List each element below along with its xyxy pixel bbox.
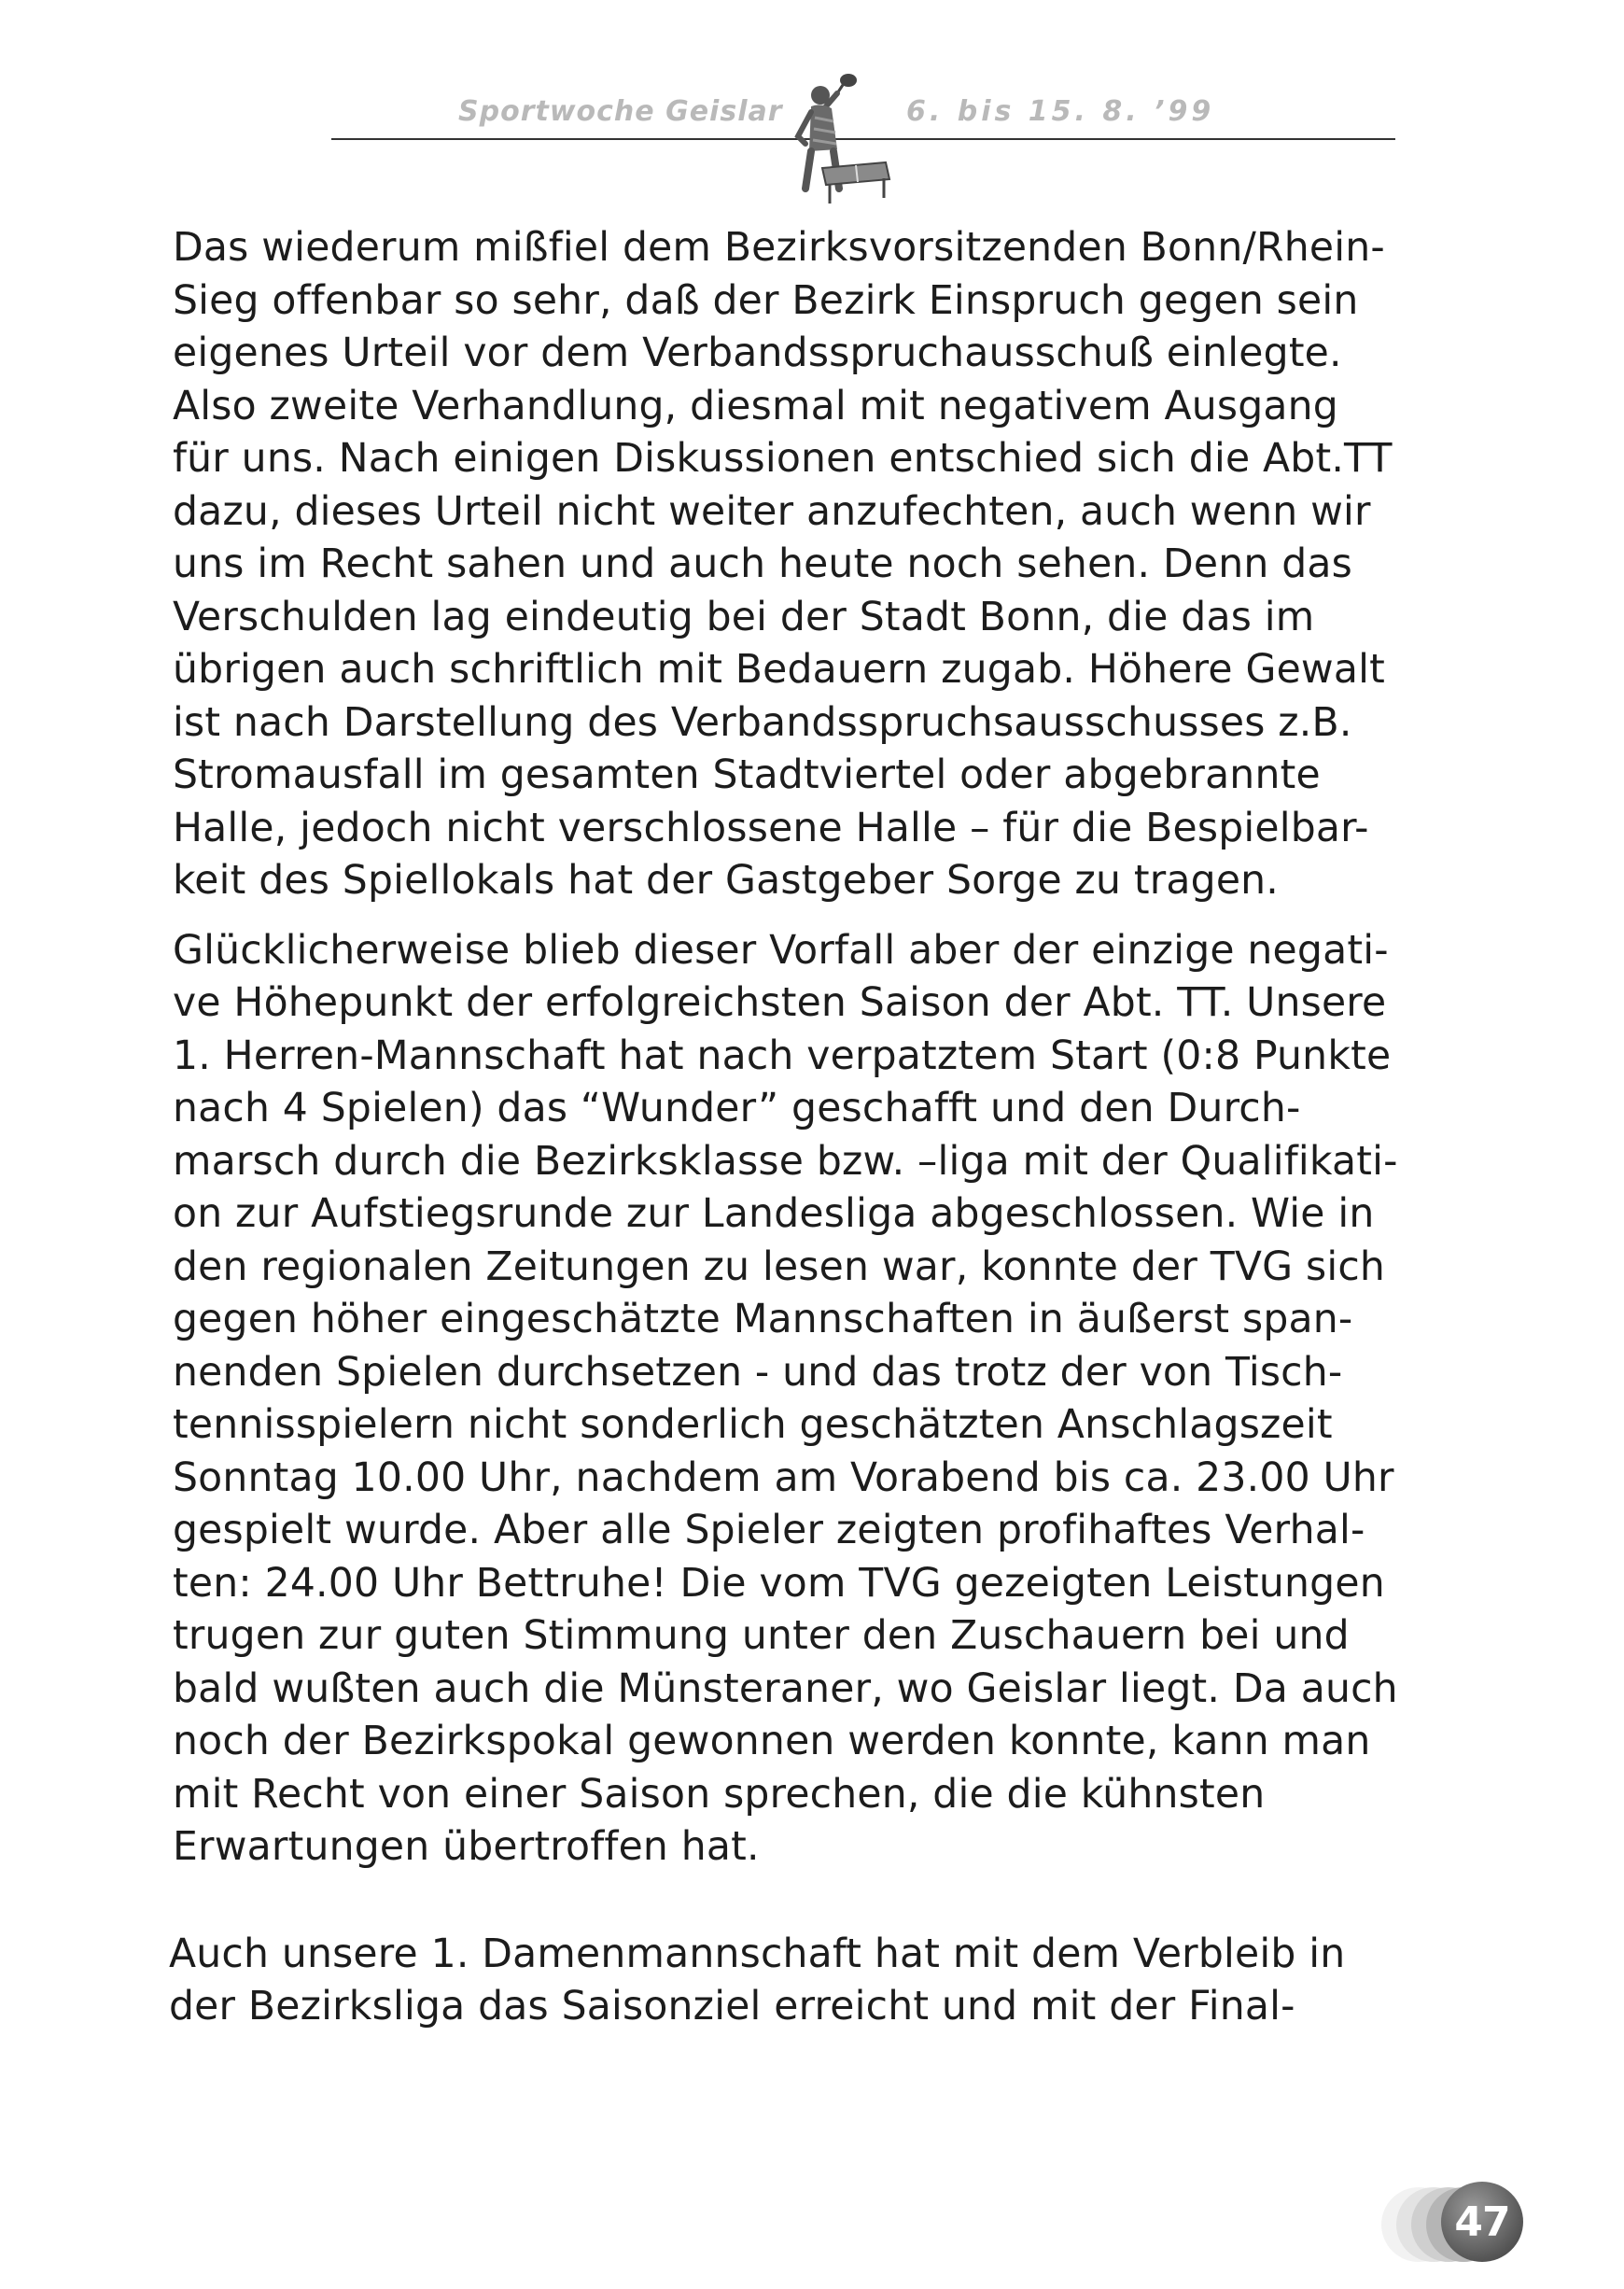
- article-body: [169, 222, 1507, 2034]
- page-number-badge: [1381, 2180, 1531, 2264]
- paragraph-1: Das wiederum mißfiel dem Bezirksvorsitzenden Bonn/Rhein- Sieg offenbar so sehr, daß der Bezirk Einspruch gegen sein eigenes Urteil vor dem Verbandsspruchausschuß einlegte. Also zweite Verhandlung, diesmal mit negativem Ausgang für uns. Nach einigen Diskussionen entschied sich die Abt.TT dazu, dieses Urteil nicht weiter anzufechten, auch wenn wir uns im Recht sahen und auch heute noch sehen. Denn das Verschulden lag eindeutig bei der Stadt Bonn, die das im übrigen auch schriftlich mit Bedauern zugab. Höhere Gewalt ist nach Darstellung des Verbandsspruchsausschusses z.B. Stromausfall im gesamten Stadtviertel oder abgebrannte Halle, jedoch nicht verschlossene Halle – für die Bespielbar- keit des Spiellokals hat der Gastgeber Sorge zu tragen.: [173, 225, 1393, 904]
- header-title: Sportwoche Geislar: [453, 95, 789, 128]
- page-number: 47: [1454, 2198, 1510, 2246]
- table-tennis-player-icon: [789, 65, 891, 205]
- running-header: [331, 75, 1395, 205]
- page-number-circle: [1441, 2182, 1523, 2262]
- header-dates: 6. bis 15. 8. ’99: [901, 95, 1220, 128]
- paragraph-2: Glücklicherweise blieb dieser Vorfall aber der einzige negati- ve Höhepunkt der erfolgreichsten Saison der Abt. TT. Unsere 1. Herren-Mannschaft hat nach verpatztem Start (0:8 Punkte nach 4 Spielen) das “Wunder” geschafft und den Durch- marsch durch die Bezirksklasse bzw. –liga mit der Qualifikati- on zur Aufstiegsrunde zur Landesliga abgeschlossen. Wie in den regionalen Zeitungen zu lesen war, konnte der TVG sich gegen höher eingeschätzte Mannschaften in äußerst span- nenden Spielen durchsetzen - und das trotz der von Tisch- tennisspielern nicht sonderlich geschätzten Anschlagszeit Sonntag 10.00 Uhr, nachdem am Vorabend bis ca. 23.00 Uhr gespielt wurde. Aber alle Spieler zeigten profihaftes Verhal- ten: 24.00 Uhr Bettruhe! Die vom TVG gezeigten Leistungen trugen zur guten Stimmung unter den Zuschauern bei und bald wußten auch die Münsteraner, wo Geislar liegt. Da auch noch der Bezirkspokal gewonnen werden konnte, kann man mit Recht von einer Saison sprechen, die die kühnsten Erwartungen übertroffen hat.: [173, 927, 1398, 1870]
- paragraph-3: Auch unsere 1. Damenmannschaft hat mit dem Verbleib in der Bezirksliga das Saisonziel erreicht und mit der Final-: [169, 1931, 1346, 2029]
